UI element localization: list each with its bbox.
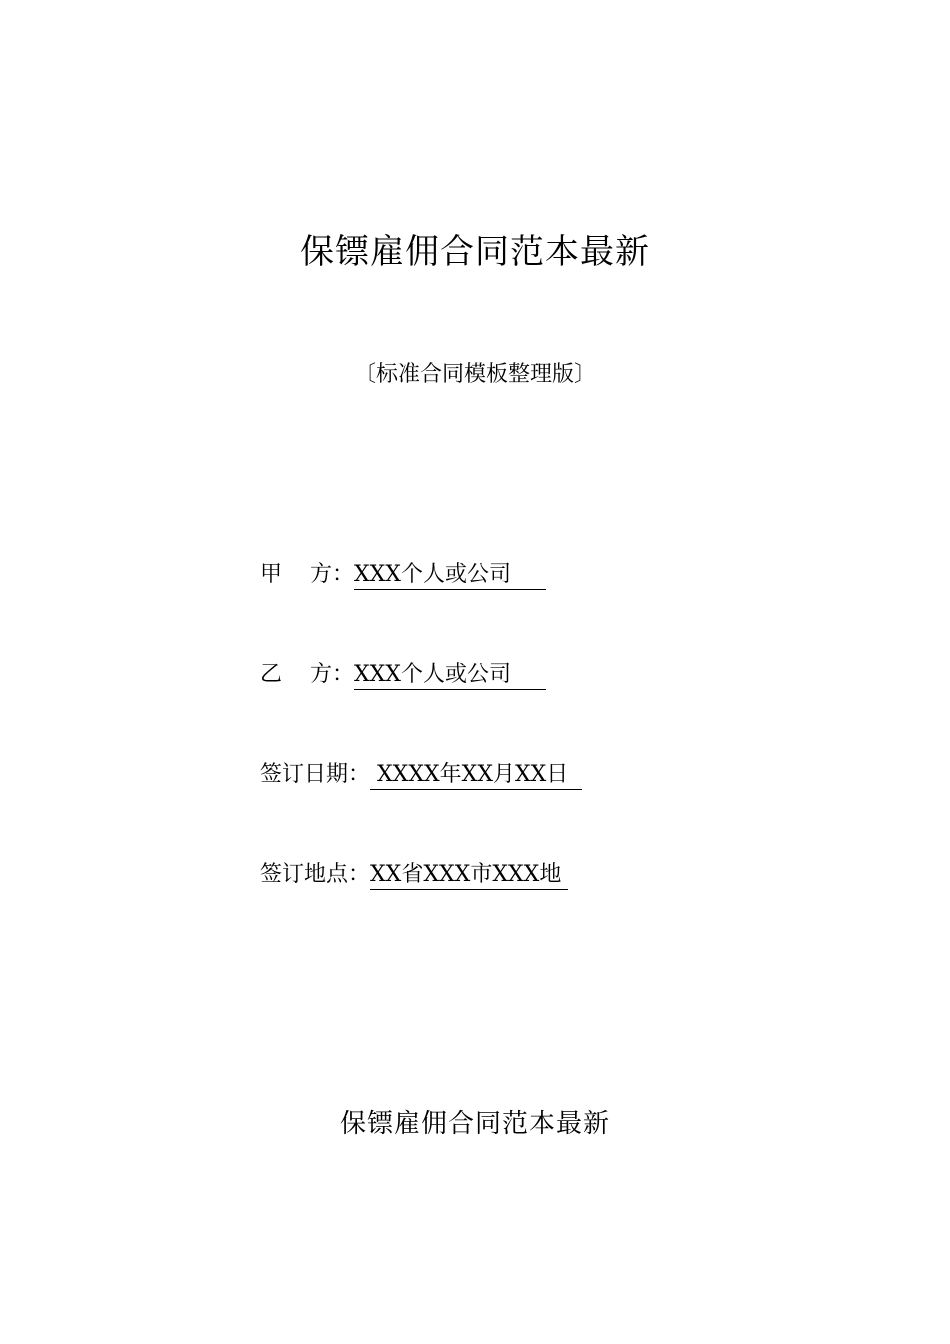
sign-place-value: XX省XXX市XXX地 xyxy=(370,861,568,890)
footer-title: 保镖雇佣合同范本最新 xyxy=(339,1109,610,1139)
field-party-a xyxy=(260,558,546,592)
field-sign-place xyxy=(260,858,568,892)
document-subtitle: 〔标准合同模板整理版〕 xyxy=(353,362,596,387)
party-a-value: XXX个人或公司 xyxy=(354,561,546,590)
sign-place-label: 签订地点： xyxy=(260,862,371,887)
party-b-value: XXX个人或公司 xyxy=(354,661,546,690)
party-a-label: 甲 方： xyxy=(260,562,354,587)
sign-date-label: 签订日期： xyxy=(260,762,371,787)
document-title: 保镖雇佣合同范本最新 xyxy=(300,232,650,272)
field-party-b xyxy=(260,658,546,692)
field-sign-date xyxy=(260,758,582,792)
sign-date-value: XXXX年XX月XX日 xyxy=(370,761,582,790)
party-b-label: 乙 方： xyxy=(260,662,354,687)
